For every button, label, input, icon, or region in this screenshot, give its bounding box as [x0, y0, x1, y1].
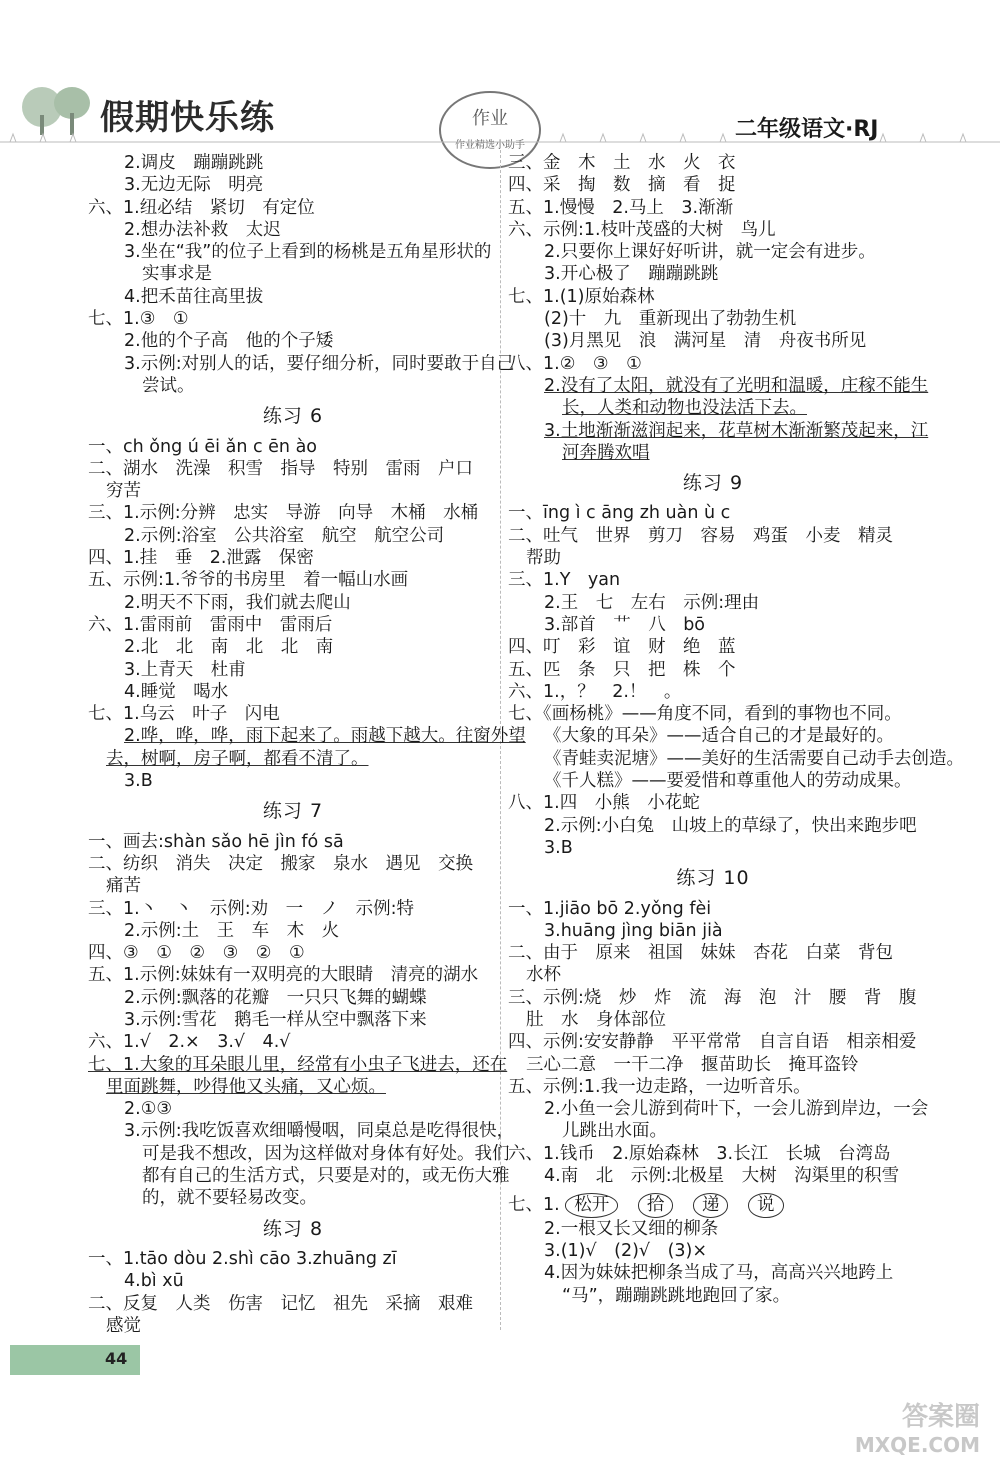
answer-line: 儿跳出水面。: [562, 1121, 667, 1142]
answer-line: 六、1.√ 2.× 3.√ 4.√: [88, 1032, 291, 1053]
answer-line: 一、1.jiāo bō 2.yǒng fèi: [508, 898, 712, 919]
answer-line: 3.示例:雪花 鹅毛一样从空中飘落下来: [124, 1009, 427, 1030]
right-column: [508, 152, 964, 1307]
answer-line: 帮助: [526, 548, 561, 569]
answer-line: 痛苦: [106, 876, 141, 897]
answer-line: 八、1.② ③ ①: [508, 353, 642, 374]
answer-line: 2.明天不下雨，我们就去爬山: [124, 592, 351, 613]
answer-line: 六、1.雷雨前 雷雨中 雷雨后: [88, 614, 333, 635]
watermark-url: MXQE.COM: [854, 1433, 980, 1457]
answer-line: 三、示例:烧 炒 炸 流 海 泡 汁 腰 背 腹: [508, 987, 917, 1008]
answer-line: 五、匹 条 只 把 株 个: [508, 659, 736, 680]
brand-logo: 假期快乐练: [100, 98, 275, 138]
answer-line: 2.示例:小白兔 山坡上的草绿了，快出来跑步吧: [544, 815, 917, 836]
answer-line: 五、示例:1.我一边走路，一边听音乐。: [508, 1076, 811, 1097]
answer-line: 感觉: [106, 1315, 141, 1336]
answer-line: 河奔腾欢唱: [562, 442, 650, 463]
answer-line: 2.小鱼一会儿游到荷叶下，一会儿游到岸边，一会: [544, 1099, 929, 1120]
answer-line: 六、1.，？ 2.！ 。: [508, 681, 682, 702]
answer-line: 三、金 木 土 水 火 衣: [508, 153, 736, 173]
circled-word: 松开: [565, 1193, 618, 1217]
answer-line: (3)月黑见 浪 满河星 清 舟夜书所见: [544, 331, 867, 352]
page-header: [0, 0, 1000, 150]
answer-line: 一、īng ì c āng zh uàn ù c: [508, 503, 731, 524]
section-title: 练习 6: [262, 405, 324, 428]
answer-line: 2.哗，哗，哗，雨下起来了。雨越下越大。往窗外望: [124, 726, 526, 747]
answer-line: [508, 1193, 918, 1217]
answer-line: 七、1.(1)原始森林: [508, 286, 655, 307]
answer-line: 五、1.慢慢 2.马上 3.渐渐: [508, 197, 734, 218]
circled-word: 递: [693, 1193, 729, 1217]
stamp-ring-text: 作业精选小助手: [455, 140, 525, 151]
answer-line: 四、示例:安安静静 平平常常 自言自语 相亲相爱: [508, 1032, 917, 1053]
answer-line: 2.他的个子高 他的个子矮: [124, 331, 334, 352]
answer-line: 六、示例:1.枝叶茂盛的大树 鸟儿: [508, 219, 776, 240]
answer-line: 2.示例:飘落的花瓣 一只只飞舞的蝴蝶: [124, 987, 427, 1008]
answer-line: 七、1.③ ①: [88, 309, 189, 330]
answer-line: 三、1.丶 丶 示例:劝 一 ノ 示例:特: [88, 898, 414, 919]
section-title: 练习 8: [262, 1217, 324, 1240]
answer-line: 实事求是: [142, 264, 212, 285]
answer-line: 《大象的耳朵》——适合自己的才是最好的。: [544, 726, 894, 747]
answer-line: 五、示例:1.爷爷的书房里 着一幅山水画: [88, 570, 409, 591]
watermark: [855, 1403, 980, 1459]
answer-line: 可是我不想改，因为这样做对身体有好处。我们: [142, 1143, 510, 1164]
answer-line: 一、ch ǒng ú ēi ǎn c ēn ào: [88, 436, 318, 457]
answer-line: 3.B: [124, 771, 153, 792]
answer-line: 3.huāng jìng biān jià: [544, 920, 723, 941]
answer-line: 水杯: [526, 965, 561, 986]
section-title: 练习 7: [262, 800, 324, 823]
answer-line: 3.B: [544, 837, 573, 858]
section-title: 练习 9: [682, 472, 744, 495]
answer-line: 3.上青天 杜甫: [124, 659, 246, 680]
answer-line: 尝试。: [142, 375, 195, 396]
page-number-bar: [10, 1345, 140, 1375]
answer-line: 五、1.示例:妹妹有一双明亮的大眼睛 清亮的湖水: [88, 965, 479, 986]
answer-line: 六、1.纽必结 紧切 有定位: [88, 197, 315, 218]
answer-line: 2.示例:土 王 车 木 火: [124, 920, 340, 941]
answer-line: 3.示例:我吃饭喜欢细嚼慢咽，同桌总是吃得很快，: [124, 1121, 515, 1142]
answer-line: 一、1.tāo dòu 2.shì cāo 3.zhuāng zī: [88, 1248, 397, 1269]
answer-line: 4.把禾苗往高里拔: [124, 286, 264, 307]
answer-line: 都有自己的生活方式，只要是对的，或无伤大雅: [142, 1166, 510, 1187]
left-column: [88, 152, 526, 1337]
answer-line: 的，就不要轻易改变。: [142, 1188, 317, 1209]
answer-line: 2.没有了太阳，就没有了光明和温暖，庄稼不能生: [544, 375, 929, 396]
answer-line: 2.一根又长又细的柳条: [544, 1218, 719, 1239]
grass-border-icon: [0, 130, 1000, 150]
answer-line: 六、1.钱币 2.原始森林 3.长江 长城 台湾岛: [508, 1143, 891, 1164]
circled-word: 拾: [638, 1193, 674, 1217]
answer-line: 四、叮 彩 谊 财 绝 蓝: [508, 637, 736, 658]
answer-line: 四、③ ① ② ③ ② ①: [88, 943, 305, 964]
answer-line: 七、1.乌云 叶子 闪电: [88, 704, 280, 725]
answer-line: 4.bì xū: [124, 1271, 184, 1292]
answer-line: 3.(1)√ (2)√ (3)×: [544, 1240, 708, 1261]
answer-line: 2.调皮 蹦蹦跳跳: [124, 153, 264, 173]
answer-line: 二、由于 原来 祖国 妹妹 杏花 白菜 背包: [508, 943, 893, 964]
question-number: 七、1.: [508, 1195, 560, 1216]
answer-line: 2.北 北 南 北 北 南: [124, 637, 334, 658]
answer-line: 三心二意 一干二净 揠苗助长 掩耳盗铃: [526, 1054, 859, 1075]
page-number: 44: [105, 1349, 128, 1368]
grade-label: 二年级语文·RJ: [735, 117, 879, 142]
stamp-top-text: 作业: [472, 108, 508, 129]
answer-line: 3.开心极了 蹦蹦跳跳: [544, 264, 719, 285]
answer-line: 2.只要你上课好好听讲，就一定会有进步。: [544, 242, 876, 263]
answer-line: 4.南 北 示例:北极星 大树 沟渠里的积雪: [544, 1166, 900, 1187]
answer-line: 二、反复 人类 伤害 记忆 祖先 采摘 艰难: [88, 1293, 473, 1314]
watermark-title: 答案圈: [901, 1402, 980, 1432]
answer-line: 二、吐气 世界 剪刀 容易 鸡蛋 小麦 精灵: [508, 525, 893, 546]
answer-line: 三、1.示例:分辨 忠实 导游 向导 木桶 水桶: [88, 503, 479, 524]
answer-line: 3.土地渐渐滋润起来，花草树木渐渐繁茂起来，江: [544, 420, 929, 441]
answer-line: 4.睡觉 喝水: [124, 681, 229, 702]
answer-line: 4.因为妹妹把柳条当成了马，高高兴兴地跨上: [544, 1263, 894, 1284]
answer-line: 八、1.四 小熊 小花蛇: [508, 793, 700, 814]
trees-logo-icon: [20, 85, 100, 135]
section-title: 练习 10: [676, 867, 750, 890]
answer-line: 长，人类和动物也没法活下去。: [562, 398, 807, 419]
answer-line: 七、1.大象的耳朵眼儿里，经常有小虫子飞进去，还在: [88, 1054, 508, 1075]
answer-line: 七、《画杨桃》——角度不同，看到的事物也不同。: [508, 704, 902, 725]
answer-line: 四、采 掏 数 摘 看 捉: [508, 175, 736, 196]
answer-line: 3.部首 艹 八 bō: [544, 614, 706, 635]
answer-line: (2)十 九 重新现出了勃勃生机: [544, 309, 797, 330]
answer-line: 二、纺织 消失 决定 搬家 泉水 遇见 交换: [88, 853, 473, 874]
answer-line: 去，树啊，房子啊，都看不清了。: [106, 748, 369, 769]
answer-line: 三、1.Y yan: [508, 570, 621, 591]
answer-line: 二、湖水 洗澡 积雪 指导 特别 雷雨 户口: [88, 458, 473, 479]
answer-line: 《青蛙卖泥塘》——美好的生活需要自己动手去创造。: [544, 748, 964, 769]
answer-line: 肚 水 身体部位: [526, 1009, 666, 1030]
answer-line: 四、1.挂 垂 2.泄露 保密: [88, 548, 314, 569]
answer-line: 3.坐在“我”的位子上看到的杨桃是五角星形状的: [124, 242, 492, 263]
answer-line: 2.①③: [124, 1099, 173, 1120]
answer-line: 一、画去:shàn sǎo hē jìn fó sā: [88, 831, 344, 852]
answer-line: 穷苦: [106, 481, 141, 502]
circled-word: 说: [748, 1193, 784, 1217]
answer-line: 2.想办法补救 太迟: [124, 219, 281, 240]
answer-line: “马”，蹦蹦跳跳地跑回了家。: [562, 1285, 791, 1306]
answer-line: 3.示例:对别人的话，要仔细分析，同时要敢于自己: [124, 353, 515, 374]
answer-line: 2.王 七 左右 示例:理由: [544, 592, 760, 613]
answer-line: 里面跳舞，吵得他又头痛，又心烦。: [106, 1076, 386, 1097]
answer-line: 2.示例:浴室 公共浴室 航空 航空公司: [124, 525, 445, 546]
answer-line: 《千人糕》——要爱惜和尊重他人的劳动成果。: [544, 771, 912, 792]
answer-line: 3.无边无际 明亮: [124, 175, 264, 196]
